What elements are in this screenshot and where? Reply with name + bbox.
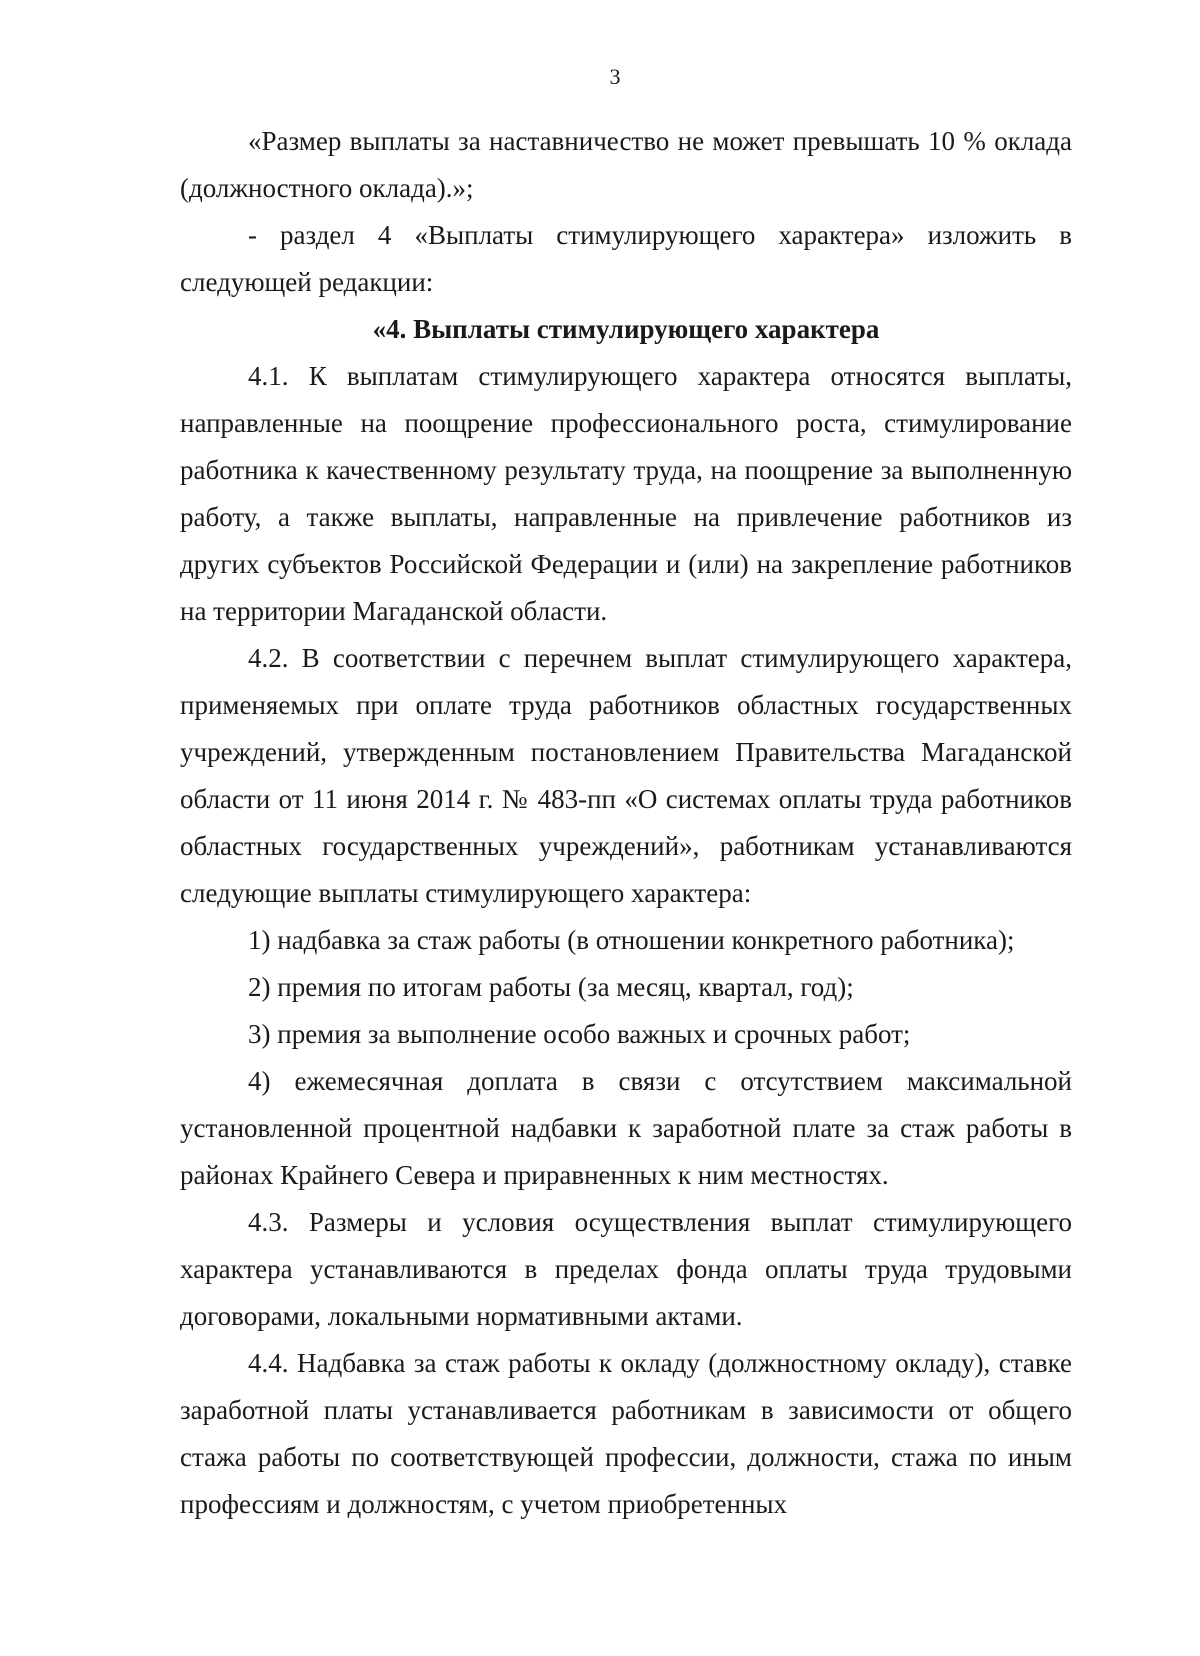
paragraph-section-4-amendment: - раздел 4 «Выплаты стимулирующего характера» изложить в следующей редакции: [180, 220, 1072, 297]
document-body [180, 118, 1072, 1528]
section-heading: «4. Выплаты стимулирующего характера [372, 314, 880, 344]
list-item-2: 2) премия по итогам работы (за месяц, квартал, год); [248, 972, 854, 1002]
paragraph-4-4: 4.4. Надбавка за стаж работы к окладу (должностному окладу), ставке заработной платы устанавливается работникам в зависимости от общего стажа работы по соответствующей профессии, должности, стажа по иным профессиям и должностям, с учетом приобретенных [180, 1348, 1072, 1519]
list-item-4: 4) ежемесячная доплата в связи с отсутствием максимальной установленной процентной надбавки к заработной плате за стаж работы в районах Крайнего Севера и приравненных к ним местностях. [180, 1066, 1072, 1190]
paragraph-mentoring-limit: «Размер выплаты за наставничество не может превышать 10 % оклада (должностного оклада).»; [180, 126, 1072, 203]
paragraph-4-2: 4.2. В соответствии с перечнем выплат стимулирующего характера, применяемых при оплате труда работников областных государственных учреждений, утвержденным постановлением Правительства Магаданской области от 11 июня 2014 г. № 483-пп «О системах оплаты труда работников областных государственных учреждений», работникам устанавливаются следующие выплаты стимулирующего характера: [180, 643, 1072, 908]
paragraph-4-1: 4.1. К выплатам стимулирующего характера относятся выплаты, направленные на поощрение профессионального роста, стимулирование работника к качественному результату труда, на поощрение за выполненную работу, а также выплаты, направленные на привлечение работников из других субъектов Российской Федерации и (или) на закрепление работников на территории Магаданской области. [180, 361, 1072, 626]
list-item-1: 1) надбавка за стаж работы (в отношении конкретного работника); [248, 925, 1015, 955]
page-number: 3 [609, 64, 621, 89]
paragraph-4-3: 4.3. Размеры и условия осуществления выплат стимулирующего характера устанавливаются в пределах фонда оплаты труда трудовыми договорами, локальными нормативными актами. [180, 1207, 1072, 1331]
list-item-3: 3) премия за выполнение особо важных и срочных работ; [248, 1019, 911, 1049]
